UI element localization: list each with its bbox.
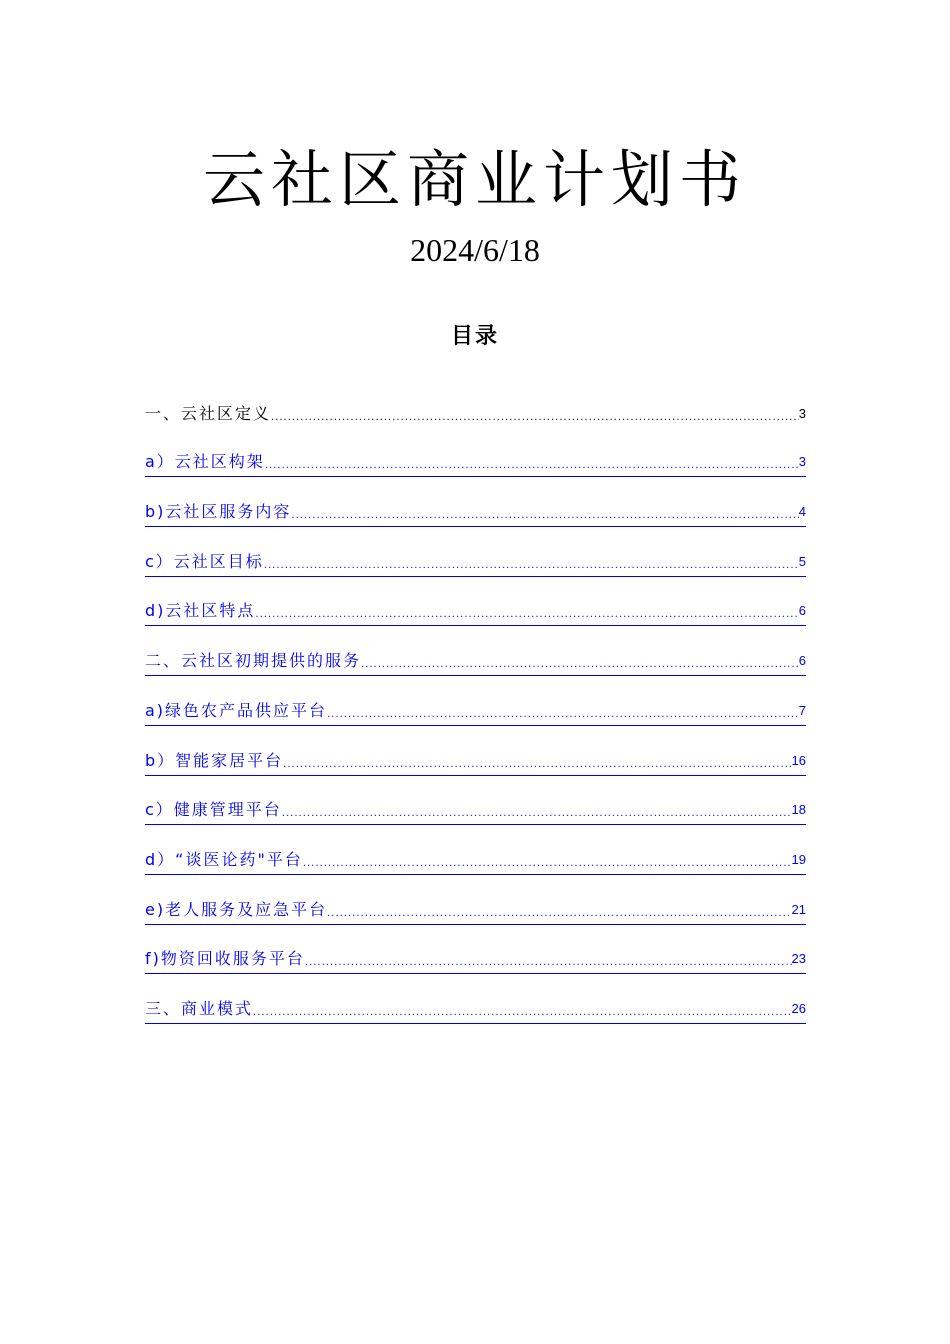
toc-dot-leader xyxy=(305,947,792,974)
toc-entry-goals[interactable] xyxy=(145,527,806,577)
toc-entry-initial-services[interactable] xyxy=(145,626,806,676)
toc-entry-page: 3 xyxy=(798,405,806,421)
toc-entry-definition[interactable] xyxy=(145,378,806,428)
toc-entry-label: e)老人服务及应急平台 xyxy=(145,898,327,925)
toc-dot-leader xyxy=(303,848,792,875)
toc-dot-leader xyxy=(271,402,799,428)
toc-entry-page: 21 xyxy=(792,898,806,925)
toc-dot-leader xyxy=(361,649,799,676)
toc-entry-page: 7 xyxy=(799,699,806,726)
toc-entry-service-content[interactable] xyxy=(145,477,806,527)
toc-dot-leader xyxy=(327,699,799,726)
toc-dot-leader xyxy=(255,599,798,626)
toc-entry-label: b)云社区服务内容 xyxy=(145,500,291,527)
toc-entry-medicine-talk[interactable] xyxy=(145,825,806,875)
toc-dot-leader xyxy=(265,450,799,477)
toc-entry-recycling[interactable] xyxy=(145,925,806,975)
toc-entry-green-produce[interactable] xyxy=(145,676,806,726)
toc-entry-label: b）智能家居平台 xyxy=(145,749,283,776)
toc-entry-page: 6 xyxy=(799,599,806,626)
toc-entry-page: 3 xyxy=(799,450,806,477)
toc-dot-leader xyxy=(291,500,798,527)
toc-entry-label: a)绿色农产品供应平台 xyxy=(145,699,327,726)
toc-entry-smart-home[interactable] xyxy=(145,726,806,776)
toc-entry-features[interactable] xyxy=(145,577,806,627)
toc-entry-business-model[interactable] xyxy=(145,974,806,1024)
toc-entry-label: a）云社区构架 xyxy=(145,450,265,477)
toc-dot-leader xyxy=(264,550,799,577)
toc-entry-page: 6 xyxy=(799,649,806,676)
toc-entry-label: d）“谈医论药"平台 xyxy=(145,848,303,875)
toc-entry-label: c）健康管理平台 xyxy=(145,798,282,825)
document-title: 云社区商业计划书 xyxy=(202,143,747,216)
toc-entry-label: c）云社区目标 xyxy=(145,550,264,577)
toc-entry-page: 16 xyxy=(792,749,806,776)
toc-dot-leader xyxy=(327,898,791,925)
toc-heading: 目录 xyxy=(450,324,499,349)
toc-entry-health-management[interactable] xyxy=(145,776,806,826)
toc-dot-leader xyxy=(282,798,792,825)
table-of-contents xyxy=(145,378,806,1024)
toc-entry-label: 三、商业模式 xyxy=(145,997,253,1024)
toc-entry-label: 二、云社区初期提供的服务 xyxy=(145,649,361,676)
toc-entry-page: 26 xyxy=(792,997,806,1024)
toc-entry-page: 19 xyxy=(792,848,806,875)
toc-entry-label: f)物资回收服务平台 xyxy=(145,947,305,974)
toc-entry-label: d)云社区特点 xyxy=(145,599,255,626)
toc-entry-architecture[interactable] xyxy=(145,428,806,478)
toc-dot-leader xyxy=(283,749,791,776)
toc-entry-page: 4 xyxy=(799,500,806,527)
toc-entry-label: 一、云社区定义 xyxy=(145,403,272,423)
document-date: 2024/6/18 xyxy=(410,232,540,268)
toc-entry-page: 5 xyxy=(799,550,806,577)
toc-entry-elderly-services[interactable] xyxy=(145,875,806,925)
toc-dot-leader xyxy=(253,997,792,1024)
toc-entry-page: 18 xyxy=(792,798,806,825)
toc-entry-page: 23 xyxy=(792,947,806,974)
